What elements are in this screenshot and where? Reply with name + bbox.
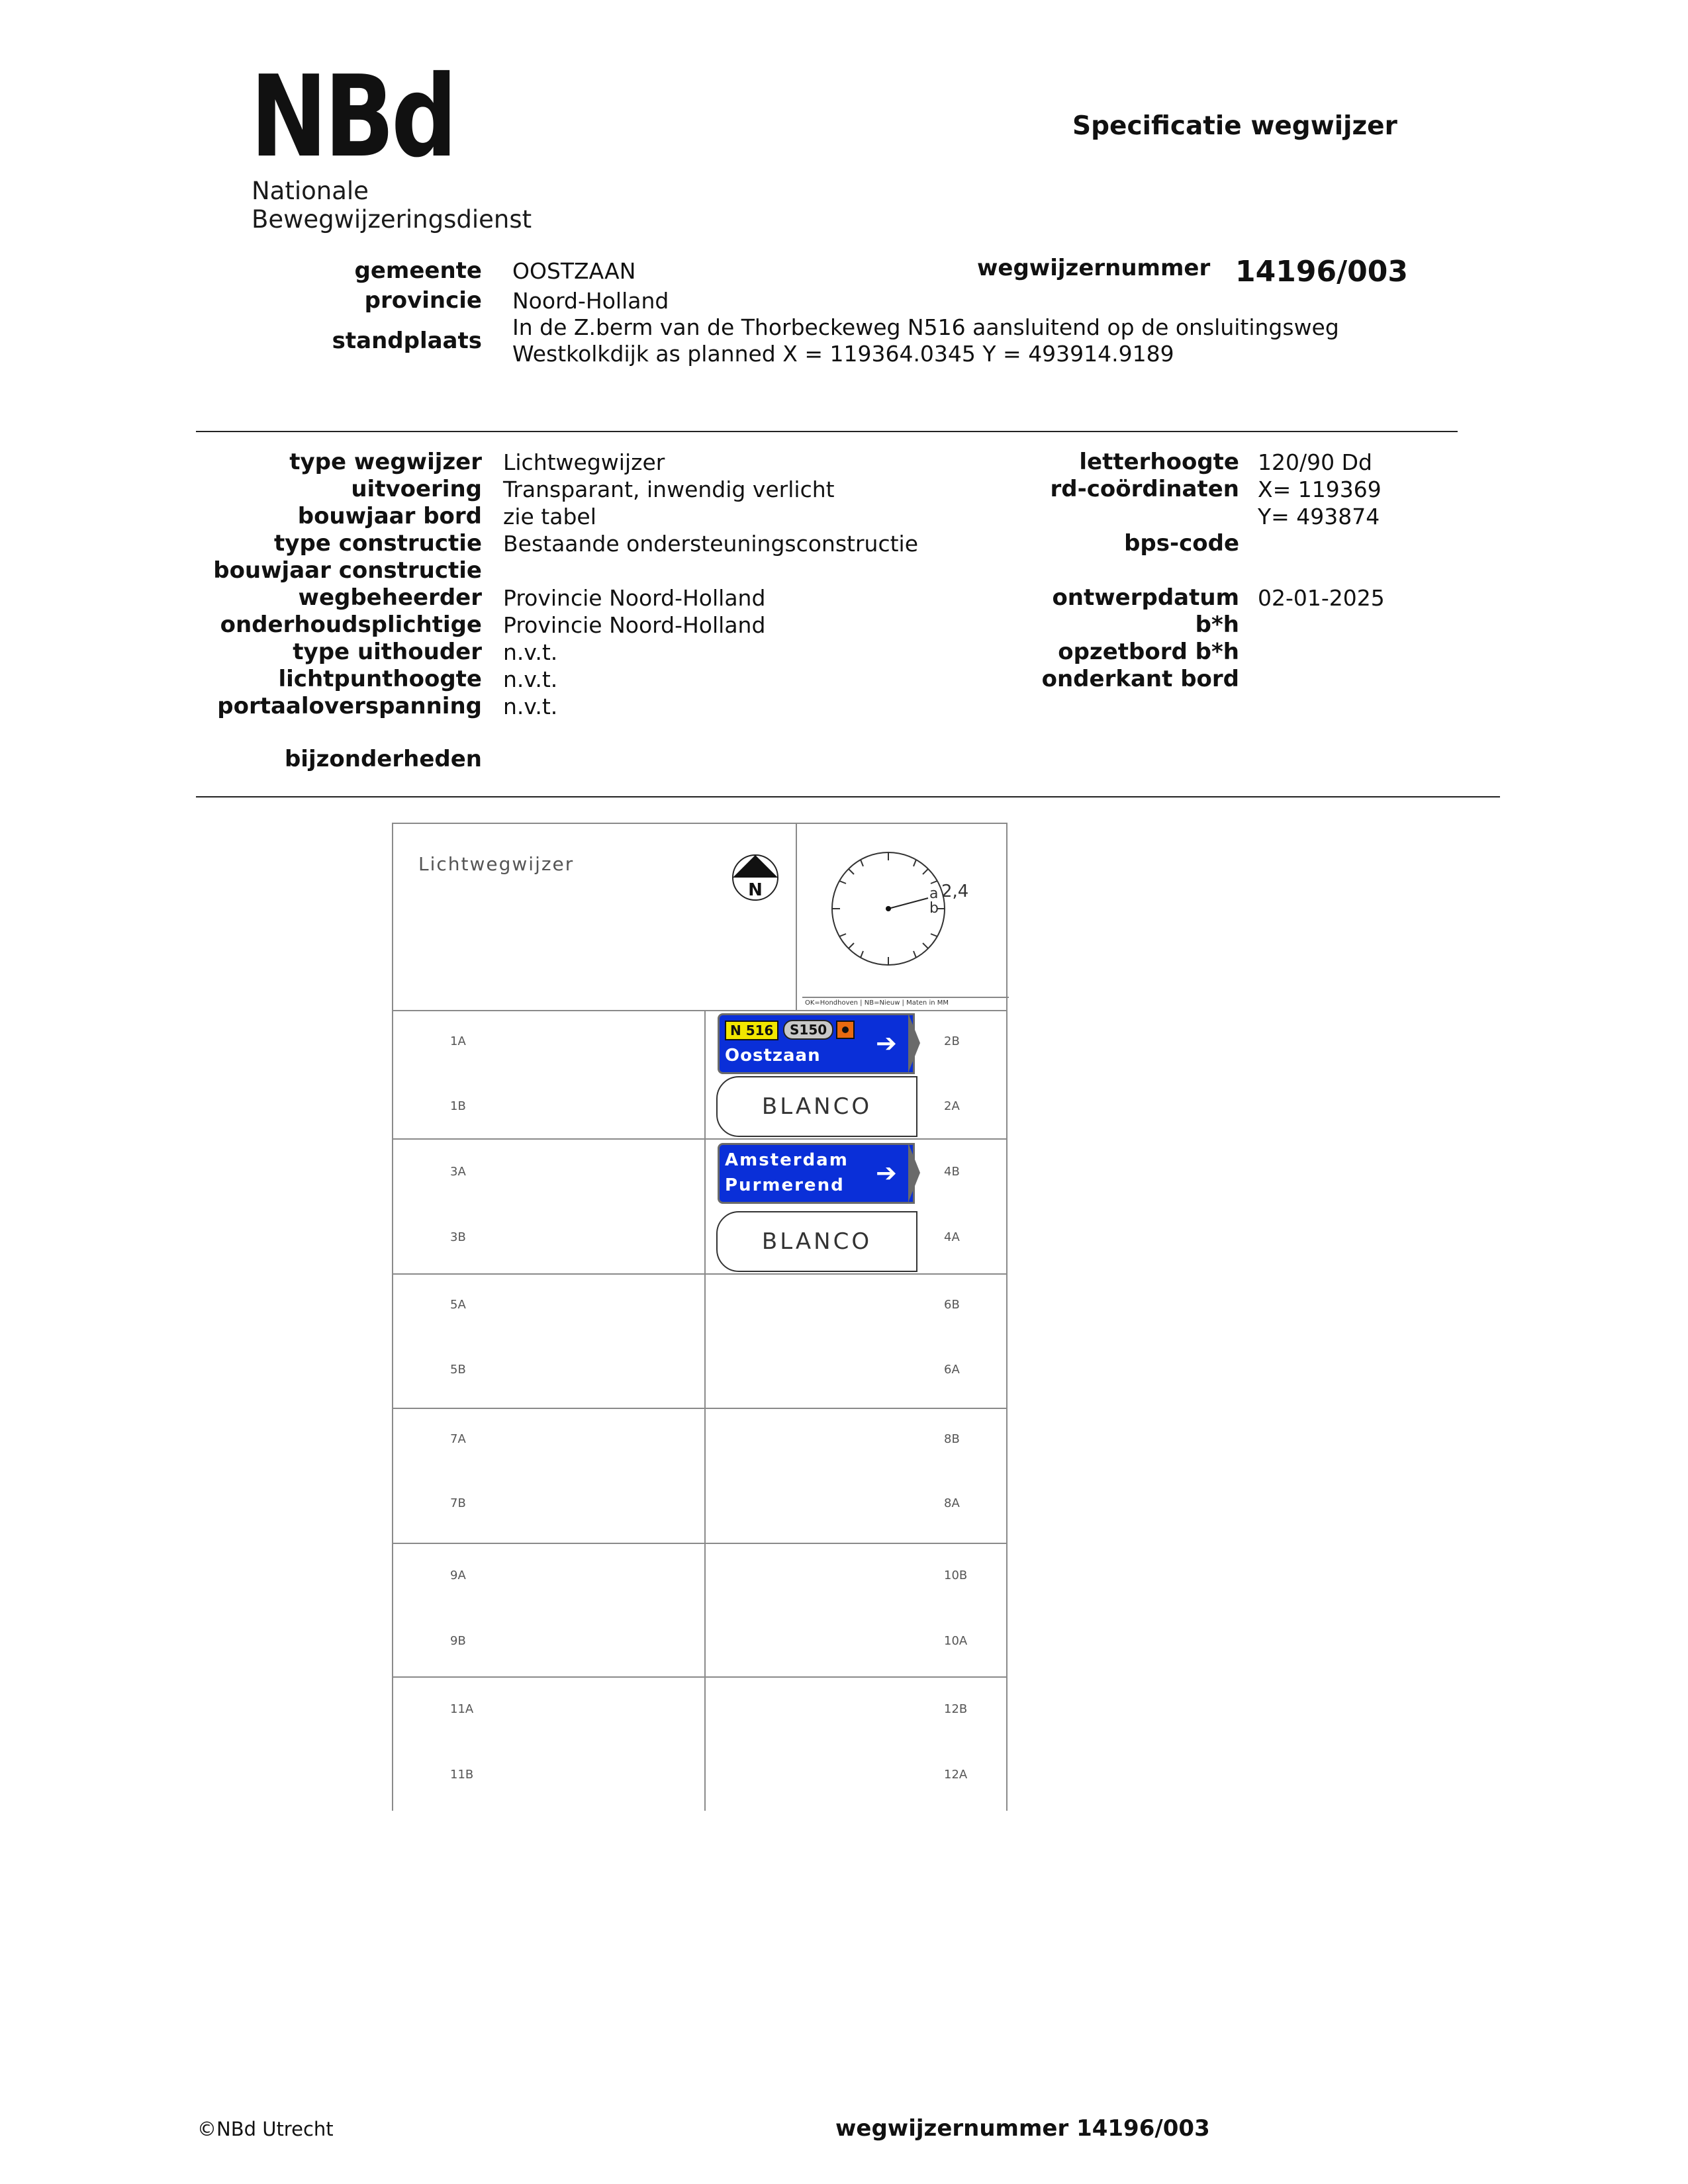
standplaats-line-2: Westkolkdijk as planned X = 119364.0345 Y = 493914.9189 xyxy=(512,341,1174,367)
compass-a: a xyxy=(929,886,939,902)
row-line-5 xyxy=(392,1676,1008,1678)
row-line-1 xyxy=(392,1138,1008,1140)
standplaats-label: standplaats xyxy=(332,328,482,354)
provincie-value: Noord-Holland xyxy=(512,288,669,314)
spec-value: 120/90 Dd xyxy=(1258,449,1372,475)
spec-value: Y= 493874 xyxy=(1258,504,1380,529)
cell-label-right: 10A xyxy=(944,1634,968,1648)
spec-label: bouwjaar constructie xyxy=(213,557,482,584)
sign-oostzaan xyxy=(718,1013,915,1074)
route-badge: S150 xyxy=(783,1020,833,1040)
wegwijzernummer-value: 14196/003 xyxy=(1235,255,1408,289)
cell-label-right: 2B xyxy=(944,1034,960,1048)
row-line-0 xyxy=(392,1010,1008,1011)
footer-copyright: ©NBd Utrecht xyxy=(197,2118,334,2140)
cell-label-left: 7B xyxy=(450,1496,466,1510)
cell-label-right: 12A xyxy=(944,1768,968,1782)
cell-label-left: 9B xyxy=(450,1634,466,1648)
spec-value: Provincie Noord-Holland xyxy=(503,585,766,611)
spec-label: lichtpunthoogte xyxy=(278,666,482,692)
frame-compass-divider xyxy=(796,823,797,1010)
cell-label-left: 7A xyxy=(450,1432,466,1446)
row-line-2 xyxy=(392,1273,1008,1275)
cell-label-left: 3B xyxy=(450,1230,466,1244)
cell-label-right: 8A xyxy=(944,1496,960,1510)
spec-label: opzetbord b*h xyxy=(1058,639,1239,665)
spec-value: n.v.t. xyxy=(503,666,558,692)
logo-line-1: Nationale xyxy=(252,177,369,205)
cell-label-left: 9A xyxy=(450,1569,466,1582)
spec-value: 02-01-2025 xyxy=(1258,585,1385,611)
cell-label-right: 10B xyxy=(944,1569,968,1582)
sign-oostzaan-point xyxy=(908,1013,920,1073)
arrow-right-icon: ➔ xyxy=(876,1158,897,1187)
spec-label: type constructie xyxy=(274,530,482,557)
cell-label-right: 6A xyxy=(944,1363,960,1377)
frame-right xyxy=(1006,823,1008,1811)
provincie-label: provincie xyxy=(364,287,482,314)
spec-label: bps-code xyxy=(1124,530,1239,557)
spec-value: n.v.t. xyxy=(503,639,558,665)
arrow-right-icon: ➔ xyxy=(876,1028,897,1058)
wegwijzernummer-label: wegwijzernummer xyxy=(977,255,1211,281)
drawing-type-label: Lichtwegwijzer xyxy=(418,853,575,875)
cell-label-right: 4B xyxy=(944,1165,960,1179)
cell-label-left: 1B xyxy=(450,1099,466,1113)
cell-label-left: 11B xyxy=(450,1768,474,1782)
row-line-3 xyxy=(392,1408,1008,1409)
spec-label: b*h xyxy=(1195,612,1239,638)
cell-label-left: 11A xyxy=(450,1702,474,1716)
cell-label-left: 1A xyxy=(450,1034,466,1048)
destination-amsterdam: Amsterdam xyxy=(725,1150,849,1170)
spec-label: bouwjaar bord xyxy=(297,503,482,529)
drawing-legend: OK=Hondhoven | NB=Nieuw | Maten in MM xyxy=(802,997,1009,1010)
spec-value: X= 119369 xyxy=(1258,477,1382,502)
spec-label: uitvoering xyxy=(351,476,482,502)
compass-value: 2,4 xyxy=(941,882,969,901)
divider-top xyxy=(196,431,1458,432)
spec-label: onderhoudsplichtige xyxy=(220,612,482,638)
logo-line-2: Bewegwijzeringsdienst xyxy=(252,205,532,234)
spec-value: Provincie Noord-Holland xyxy=(503,612,766,638)
nbd-logo: NBd xyxy=(250,52,454,183)
spec-value: Bestaande ondersteuningsconstructie xyxy=(503,531,918,557)
destination-purmerend: Purmerend xyxy=(725,1175,845,1195)
north-arrow-icon xyxy=(731,853,780,902)
spec-label: letterhoogte xyxy=(1079,449,1239,475)
north-letter: N xyxy=(748,880,763,900)
gemeente-value: OOSTZAAN xyxy=(512,258,636,284)
cell-label-right: 8B xyxy=(944,1432,960,1446)
destination-oostzaan: Oostzaan xyxy=(725,1046,821,1066)
spec-label: onderkant bord xyxy=(1041,666,1239,692)
spec-label: type uithouder xyxy=(293,639,482,665)
spec-value: Lichtwegwijzer xyxy=(503,449,665,475)
spec-label: portaaloverspanning xyxy=(217,693,482,719)
gemeente-label: gemeente xyxy=(354,257,482,284)
frame-center-divider xyxy=(704,1010,706,1811)
spec-value: Transparant, inwendig verlicht xyxy=(503,477,835,502)
spec-label: type wegwijzer xyxy=(289,449,482,475)
cell-label-right: 6B xyxy=(944,1298,960,1312)
sign-amsterdam-purmerend xyxy=(718,1143,915,1204)
frame-left xyxy=(392,823,393,1811)
cell-label-right: 12B xyxy=(944,1702,968,1716)
cell-label-right: 2A xyxy=(944,1099,960,1113)
blanco-panel-1: BLANCO xyxy=(716,1076,917,1137)
blanco-panel-2: BLANCO xyxy=(716,1211,917,1272)
spec-value: n.v.t. xyxy=(503,694,558,719)
road-number-badge: N 516 xyxy=(725,1021,778,1040)
divider-bottom xyxy=(196,796,1500,797)
page-title: Specificatie wegwijzer xyxy=(1072,111,1397,141)
cell-label-left: 5A xyxy=(450,1298,466,1312)
frame-top xyxy=(392,823,1008,824)
bijzonderheden-label: bijzonderheden xyxy=(284,746,482,772)
footer-wegwijzernummer: wegwijzernummer 14196/003 xyxy=(835,2115,1210,2142)
sign-amsterdam-point xyxy=(908,1143,920,1203)
compass-b: b xyxy=(929,900,939,917)
spec-label: wegbeheerder xyxy=(298,584,482,611)
sign-drawing xyxy=(392,823,1008,1811)
cell-label-left: 5B xyxy=(450,1363,466,1377)
cell-label-right: 4A xyxy=(944,1230,960,1244)
spec-label: ontwerpdatum xyxy=(1052,584,1239,611)
row-line-4 xyxy=(392,1543,1008,1544)
standplaats-line-1: In de Z.berm van de Thorbeckeweg N516 aansluitend op de onsluitingsweg xyxy=(512,314,1339,340)
spec-value: zie tabel xyxy=(503,504,596,529)
poi-orange-icon xyxy=(836,1021,855,1039)
compass-diagram xyxy=(829,849,988,981)
spec-label: rd-coördinaten xyxy=(1050,476,1239,502)
cell-label-left: 3A xyxy=(450,1165,466,1179)
